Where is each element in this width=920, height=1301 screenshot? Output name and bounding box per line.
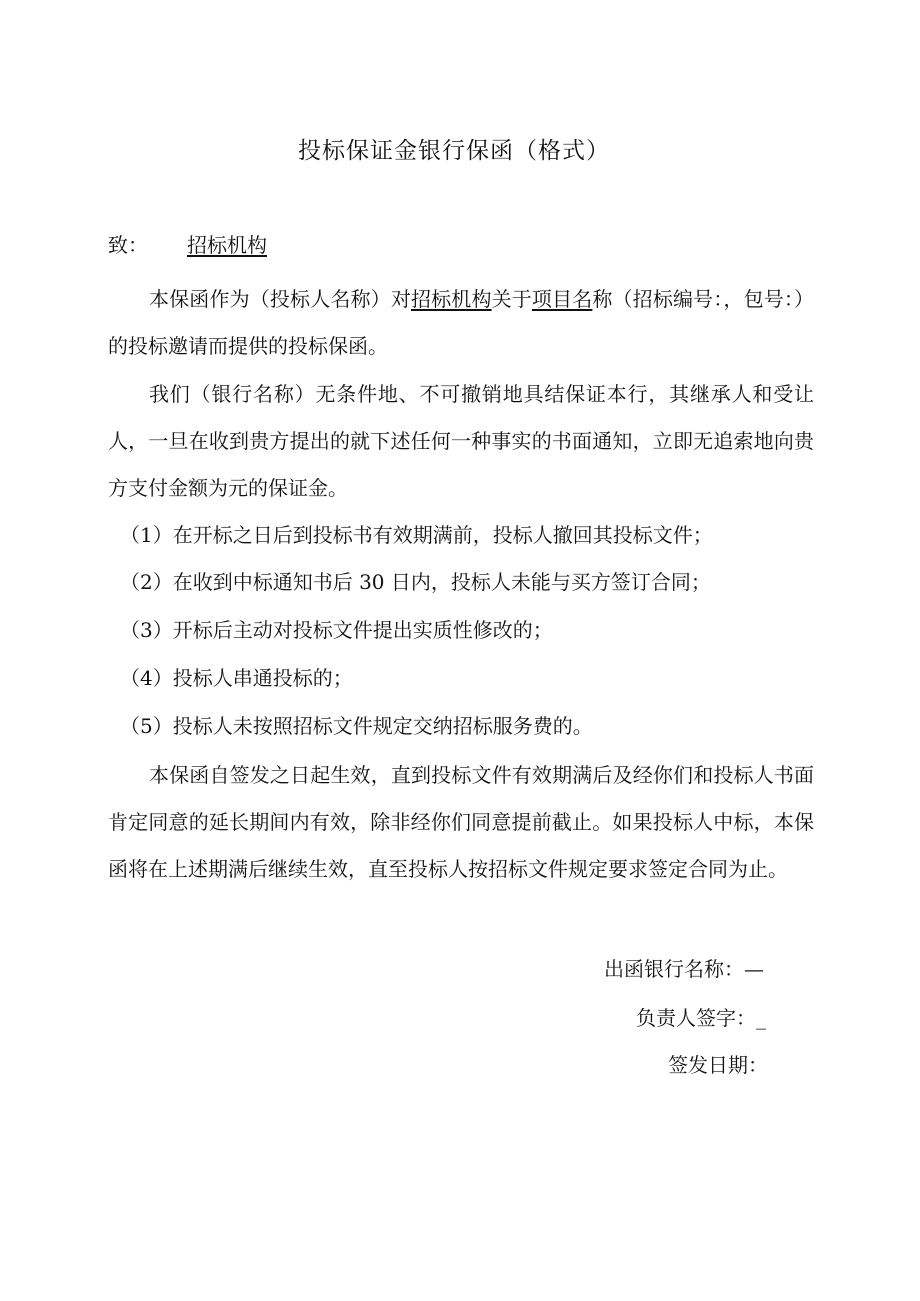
condition-item-2: （2）在收到中标通知书后 30 日内，投标人未能与买方签订合同； xyxy=(120,570,711,594)
signer-signature: 负责人签字：_ xyxy=(636,1006,766,1030)
paragraph-guarantee: 我们（银行名称）无条件地、不可撤销地具结保证本行，其继承人和受让人，一旦在收到贵方提出的就下述任何一种事实的书面通知，立即无追索地向贵方支付金额为元的保证金。 xyxy=(108,382,814,500)
purpose-project: 项目名 xyxy=(531,287,593,311)
condition-item-1: （1）在开标之日后到投标书有效期满前，投标人撤回其投标文件； xyxy=(120,523,713,547)
purpose-text-c: 关于 xyxy=(491,287,532,311)
condition-item-5: （5）投标人未按照招标文件规定交纳招标服务费的。 xyxy=(120,714,593,738)
condition-item-4: （4）投标人串通投标的； xyxy=(120,666,353,690)
purpose-text-e: 称（招标编号：，包号：）的投标邀请而提供的投标保函。 xyxy=(108,287,815,358)
recipient-line xyxy=(108,229,267,258)
issue-date: 签发日期： xyxy=(668,1053,768,1077)
purpose-agency: 招标机构 xyxy=(410,287,492,311)
purpose-text-a: 本保函作为（投标人名称）对 xyxy=(149,287,411,311)
document-title: 投标保证金银行保函（格式） xyxy=(298,138,610,164)
condition-item-3: （3）开标后主动对投标文件提出实质性修改的； xyxy=(120,618,553,642)
recipient-name: 招标机构 xyxy=(187,233,267,257)
recipient-label: 致： xyxy=(108,233,148,257)
issuing-bank-name: 出函银行名称：— xyxy=(604,957,764,981)
paragraph-purpose xyxy=(108,276,814,370)
paragraph-validity: 本保函自签发之日起生效，直到投标文件有效期满后及经你们和投标人书面肯定同意的延长期间内有效，除非经你们同意提前截止。如果投标人中标，本保函将在上述期满后继续生效，直至投标人按招标文件规定要求签定合同为止。 xyxy=(108,763,814,881)
